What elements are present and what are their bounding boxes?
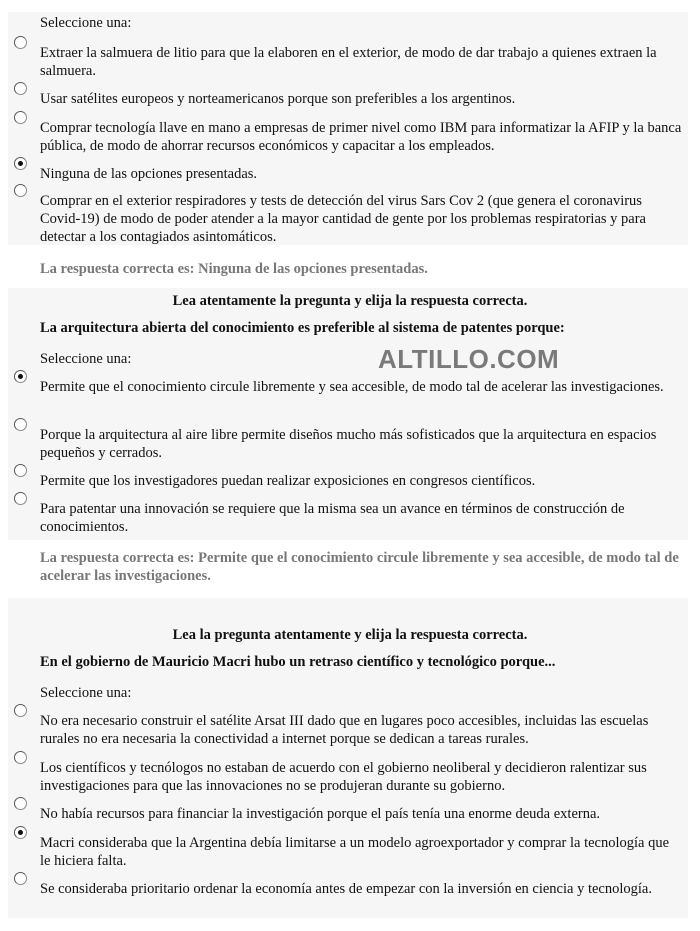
correct-answer: La respuesta correcta es: Permite que el conocimiento circule libremente y sea accesible, de modo tal de acelerar las investigaciones. [40, 550, 679, 584]
option-text[interactable]: Permite que los investigadores puedan realizar exposiciones en congresos científicos. [40, 473, 536, 489]
option-text[interactable]: Los científicos y tecnólogos no estaban de acuerdo con el gobierno neoliberal y decidieron ralentizar sus investigaciones para que las innovaciones no se produjeran durante su gobierno. [40, 760, 647, 794]
radio-button[interactable] [14, 36, 27, 49]
radio-button-checked[interactable] [14, 826, 27, 839]
radio-button[interactable] [14, 492, 27, 505]
option-text[interactable]: Comprar tecnología llave en mano a empresas de primer nivel como IBM para informatizar la AFIP y la banca pública, de modo de ahorrar recursos económicos y capacitar a los empleados. [40, 120, 682, 154]
select-label: Seleccione una: [40, 15, 132, 31]
option-text[interactable]: Permite que el conocimiento circule libremente y sea accesible, de modo tal de acelerar las investigaciones. [40, 379, 664, 395]
option-text[interactable]: Usar satélites europeos y norteamericanos porque son preferibles a los argentinos. [40, 91, 516, 107]
radio-button[interactable] [14, 872, 27, 885]
radio-button[interactable] [14, 797, 27, 810]
option-text[interactable]: Para patentar una innovación se requiere que la misma sea un avance en términos de construcción de conocimientos. [40, 501, 625, 535]
radio-button[interactable] [14, 82, 27, 95]
watermark: ALTILLO.COM [378, 344, 560, 374]
option-text[interactable]: Macri consideraba que la Argentina debía limitarse a un modelo agroexportador y comprar la tecnología que le hiciera falta. [40, 835, 670, 869]
question-3-panel [8, 598, 688, 918]
instruction: Lea atentamente la pregunta y elija la respuesta correcta. [172, 293, 528, 309]
radio-button[interactable] [14, 184, 27, 197]
option-text[interactable]: Porque la arquitectura al aire libre permite diseños mucho más sofisticados que la arquitectura en espacios pequeños y cerrados. [40, 427, 657, 461]
select-label: Seleccione una: [40, 351, 132, 367]
option-text[interactable]: No era necesario construir el satélite Arsat III dado que en lugares poco accesibles, incluidas las escuelas rurales no era necesaria la conectividad a internet porque se dedican a tareas rurales. [40, 713, 649, 747]
correct-answer: La respuesta correcta es: Ninguna de las opciones presentadas. [40, 261, 428, 277]
radio-button[interactable] [14, 751, 27, 764]
question-text: La arquitectura abierta del conocimiento es preferible al sistema de patentes porque: [40, 320, 565, 336]
select-label: Seleccione una: [40, 685, 132, 701]
radio-button[interactable] [14, 111, 27, 124]
instruction: Lea la pregunta atentamente y elija la respuesta correcta. [172, 627, 528, 643]
radio-button[interactable] [14, 418, 27, 431]
option-text[interactable]: Ninguna de las opciones presentadas. [40, 166, 258, 182]
radio-button-checked[interactable] [14, 157, 27, 170]
option-text[interactable]: No había recursos para financiar la investigación porque el país tenía una enorme deuda externa. [40, 806, 601, 822]
radio-button[interactable] [14, 464, 27, 477]
question-text: En el gobierno de Mauricio Macri hubo un retraso científico y tecnológico porque... [40, 654, 556, 670]
option-text[interactable]: Comprar en el exterior respiradores y tests de detección del virus Sars Cov 2 (que genera el coronavirus Covid-19) de modo de poder atender a la mayor cantidad de gente por los problemas respiratorias y para detectar a los contagiados asintomáticos. [40, 193, 646, 245]
option-text[interactable]: Se consideraba prioritario ordenar la economía antes de empezar con la inversión en ciencia y tecnología. [40, 881, 652, 897]
radio-button[interactable] [14, 704, 27, 717]
option-text[interactable]: Extraer la salmuera de litio para que la elaboren en el exterior, de modo de dar trabajo a quienes extraen la salmuera. [40, 45, 657, 79]
radio-button-checked[interactable] [14, 370, 27, 383]
